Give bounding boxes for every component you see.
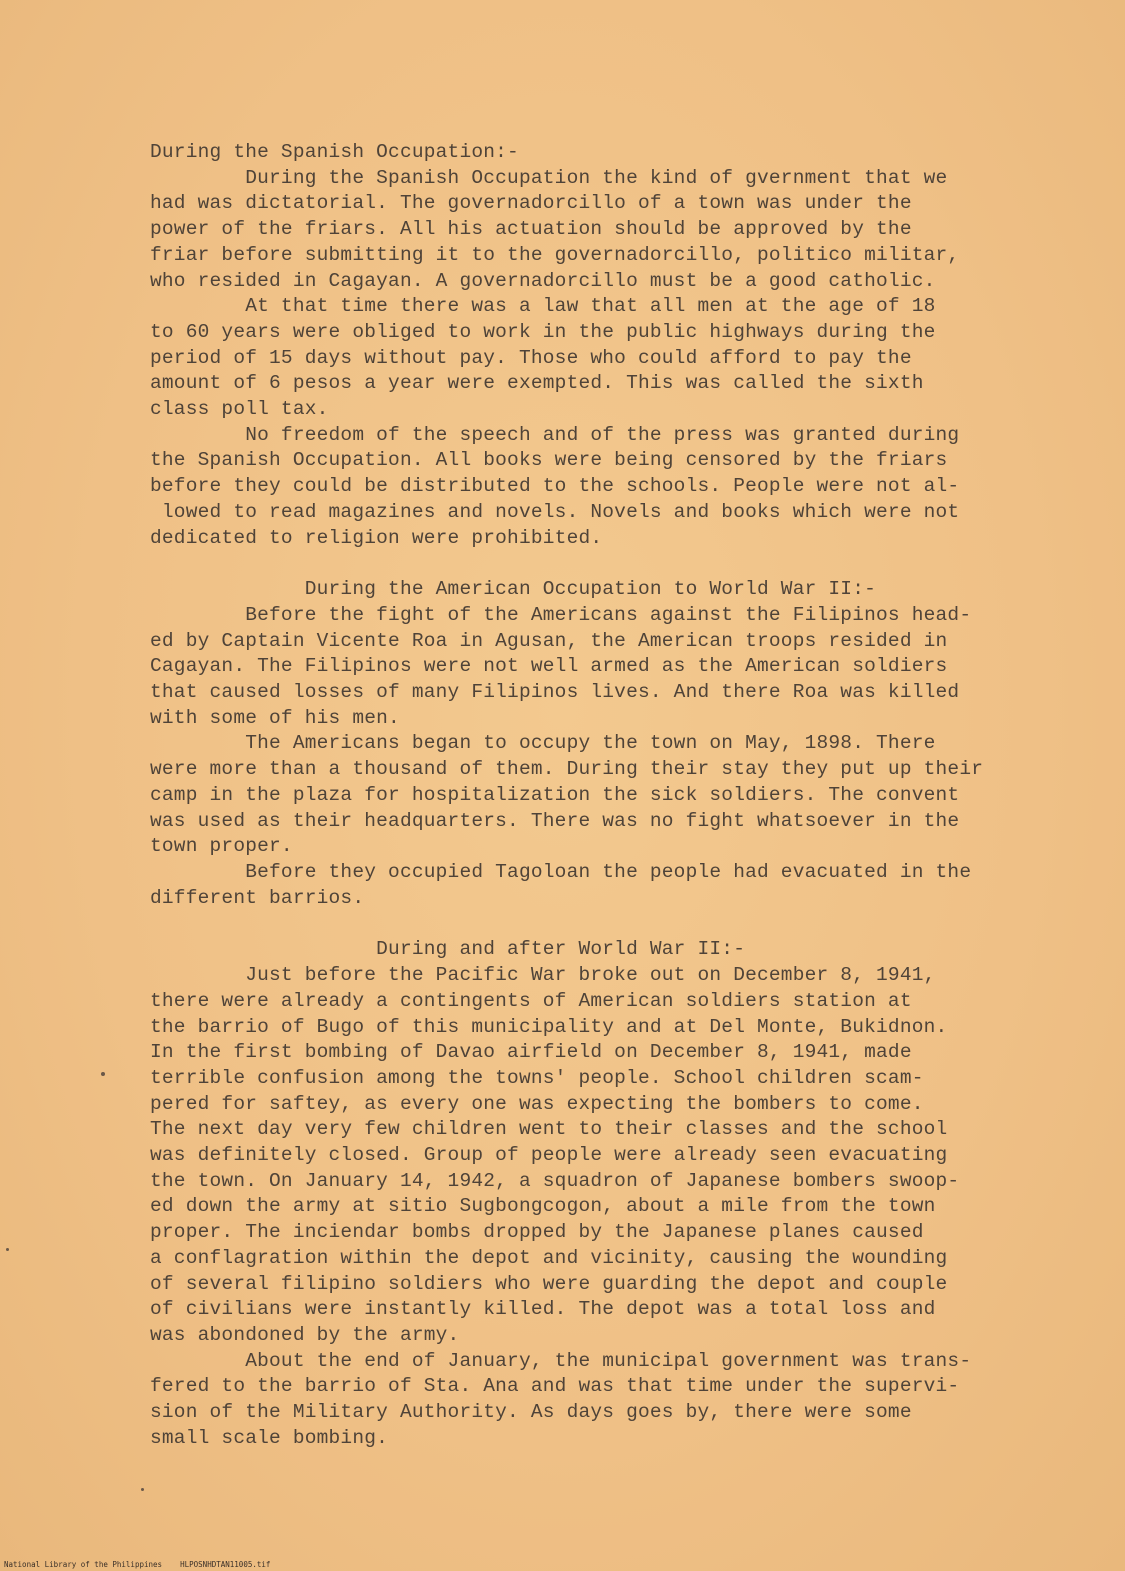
text-line: Just before the Pacific War broke out on December 8, 1941, — [150, 964, 936, 987]
scan-footer: National Library of the Philippines HLPOSNHDTAN11005.tif — [4, 1560, 271, 1569]
text-line: dedicated to religion were prohibited. — [150, 526, 603, 549]
text-line: Before they occupied Tagoloan the people had evacuated in the — [150, 860, 972, 883]
text-line: before they could be distributed to the schools. People were not al- — [150, 475, 960, 498]
text-line: that caused losses of many Filipinos lives. And there Roa was killed — [150, 681, 960, 704]
text-line: The Americans began to occupy the town on May, 1898. There — [150, 732, 936, 755]
text-line: the barrio of Bugo of this municipality and at Del Monte, Bukidnon. — [150, 1015, 948, 1038]
paper-speck — [141, 1488, 144, 1491]
text-line: In the first bombing of Davao airfield on December 8, 1941, made — [150, 1041, 912, 1064]
text-line: At that time there was a law that all men at the age of 18 — [150, 295, 936, 318]
text-line: period of 15 days without pay. Those who could afford to pay the — [150, 346, 912, 369]
text-line: pered for saftey, as every one was expecting the bombers to come. — [150, 1092, 924, 1115]
text-line: ed down the army at sitio Sugbongcogon, about a mile from the town — [150, 1195, 936, 1218]
text-line: ed by Captain Vicente Roa in Agusan, the American troops resided in — [150, 629, 948, 652]
text-line: friar before submitting it to the governadorcillo, politico militar, — [150, 243, 960, 266]
section-heading: During the American Occupation to World War II:- — [150, 578, 877, 601]
text-line: the Spanish Occupation. All books were being censored by the friars — [150, 449, 948, 472]
text-line: who resided in Cagayan. A governadorcillo must be a good catholic. — [150, 269, 936, 292]
text-line: Before the fight of the Americans against the Filipinos head- — [150, 603, 972, 626]
text-line: class poll tax. — [150, 398, 329, 421]
section-gap — [150, 551, 1030, 577]
text-line: with some of his men. — [150, 706, 400, 729]
text-line: town proper. — [150, 835, 293, 858]
text-line: camp in the plaza for hospitalization the sick soldiers. The convent — [150, 783, 960, 806]
text-line: Cagayan. The Filipinos were not well armed as the American soldiers — [150, 655, 948, 678]
text-line: power of the friars. All his actuation should be approved by the — [150, 218, 912, 241]
text-line: During the Spanish Occupation the kind of gvernment that we — [150, 166, 948, 189]
text-line: the town. On January 14, 1942, a squadron of Japanese bombers swoop- — [150, 1169, 960, 1192]
text-line: was definitely closed. Group of people were already seen evacuating — [150, 1144, 948, 1167]
section-gap — [150, 911, 1030, 937]
text-line: sion of the Military Authority. As days goes by, there were some — [150, 1401, 912, 1424]
paper-speck — [101, 1072, 105, 1076]
section-heading: During the Spanish Occupation:- — [150, 141, 519, 163]
text-line: were more than a thousand of them. During their stay they put up their — [150, 758, 984, 781]
text-line: was used as their headquarters. There was no fight whatsoever in the — [150, 809, 960, 832]
text-line: had was dictatorial. The governadorcillo of a town was under the — [150, 192, 924, 215]
text-line: No freedom of the speech and of the press was granted during — [150, 423, 960, 446]
text-line: of civilians were instantly killed. The depot was a total loss and — [150, 1298, 936, 1321]
document-body — [150, 140, 1030, 1451]
text-line: The next day very few children went to their classes and the school — [150, 1118, 948, 1141]
text-line: proper. The inciendar bombs dropped by the Japanese planes caused — [150, 1221, 924, 1244]
text-line: About the end of January, the municipal government was trans- — [150, 1349, 972, 1372]
section-heading: During and after World War II:- — [150, 938, 746, 961]
paper-speck — [6, 1248, 9, 1251]
text-line: there were already a contingents of American soldiers station at — [150, 989, 912, 1012]
text-line: lowed to read magazines and novels. Novels and books which were not — [150, 500, 960, 523]
text-line: terrible confusion among the towns' people. School children scam- — [150, 1066, 924, 1089]
text-line: was abondoned by the army. — [150, 1323, 460, 1346]
text-line: different barrios. — [150, 886, 365, 909]
text-line: of several filipino soldiers who were guarding the depot and couple — [150, 1272, 948, 1295]
text-line: amount of 6 pesos a year were exempted. This was called the sixth — [150, 372, 924, 395]
text-line: a conflagration within the depot and vicinity, causing the wounding — [150, 1246, 948, 1269]
text-line: small scale bombing. — [150, 1426, 389, 1449]
text-line: to 60 years were obliged to work in the public highways during the — [150, 320, 936, 343]
text-line: fered to the barrio of Sta. Ana and was that time under the supervi- — [150, 1375, 960, 1398]
